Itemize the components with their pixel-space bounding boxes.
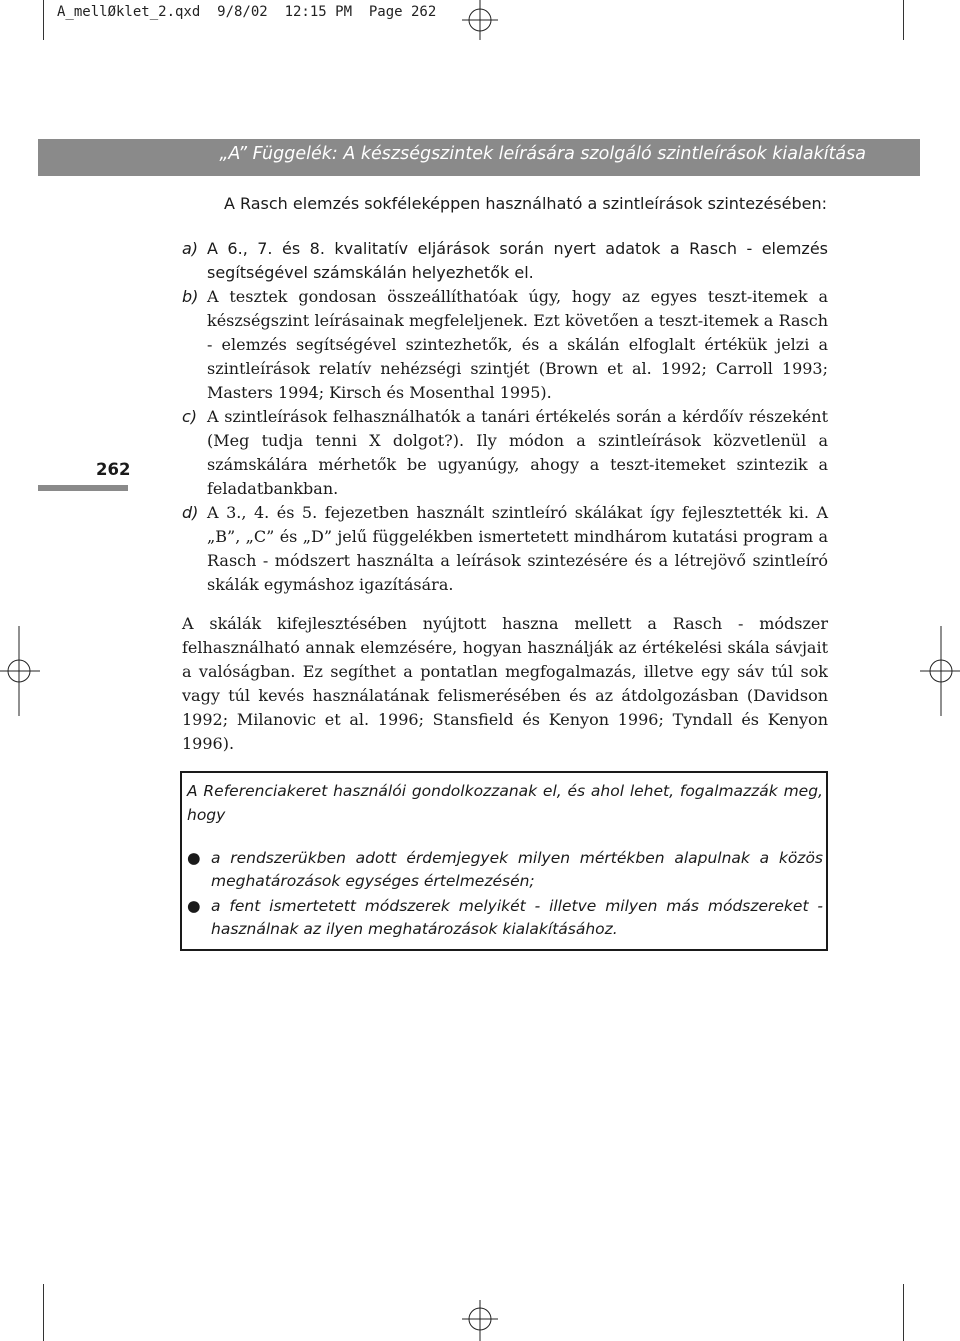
crop-mark-bottom-right: [903, 1284, 904, 1341]
registration-mark-top: [462, 0, 498, 40]
bullet-dot-icon: ●: [187, 849, 201, 867]
crop-mark-bottom-left: [43, 1284, 44, 1341]
list-item-text: A tesztek gondosan összeállíthatóak úgy, hogy az egyes teszt-itemek a készségszint leírásainak megfeleljenek. Ezt követően a teszt-itemek a Rasch - elemzés segítségével szintezhetők, és a skálán elfoglalt értékük jelzi a szintleírások relatív nehézségi szintjét (Brown et al. 1992; Carroll 1993; Masters 1994; Kirsch és Mosenthal 1995).: [207, 287, 828, 402]
list-marker: c): [182, 407, 198, 426]
bullet-text: a rendszerükben adott érdemjegyek milyen mértékben alapulnak a közös meghatározások egységes értelmezésén;: [211, 849, 823, 890]
printer-slug-line: A_mellØklet_2.qxd 9/8/02 12:15 PM Page 262: [57, 4, 437, 20]
reflection-bullet-list: [187, 847, 823, 943]
registration-mark-right: [920, 626, 960, 716]
list-marker: b): [182, 287, 199, 306]
bullet-item: [187, 895, 823, 941]
bullet-item: [187, 847, 823, 893]
body-paragraph: A skálák kifejlesztésében nyújtott haszna mellett a Rasch - módszer felhasználható annak elemzésére, hogyan használják az értékelési skála sávjait a valóságban. Ez segíthet a pontatlan megfogalmazás, illetve egy sáv túl sok vagy túl kevés használatának felismerésében és az átdolgozásban (Davidson 1992; Milanovic et al. 1996; Stansfield és Kenyon 1996; Tyndall és Kenyon 1996).: [182, 614, 828, 753]
crop-mark-top-left: [43, 0, 44, 40]
list-item-text: A szintleírások felhasználhatók a tanári értékelés során a kérdőív részeként (Meg tudja tenni X dolgot?). Ily módon a szintleírások közvetlenül a számskálára mérhetők be ugyanúgy, ahogy a teszt-itemeket szintezik a feladatbankban.: [207, 407, 828, 498]
list-marker: a): [182, 239, 199, 258]
list-item: [182, 285, 828, 405]
bullet-text: a fent ismertetett módszerek melyikét - illetve milyen más módszereket - használnak az ilyen meghatározások kialakításához.: [211, 897, 823, 938]
bullet-dot-icon: ●: [187, 897, 201, 915]
chapter-header-title: „A” Függelék: A készségszintek leírására szolgáló szintleírások kialakítása: [219, 144, 866, 164]
list-item: [182, 405, 828, 501]
crop-mark-top-right: [903, 0, 904, 40]
list-item: [182, 237, 828, 285]
method-list: [182, 237, 828, 597]
list-marker: d): [182, 503, 199, 522]
page-number: 262: [96, 460, 131, 479]
list-item: [182, 501, 828, 597]
reflection-box: [180, 771, 828, 951]
list-item-text: A 6., 7. és 8. kvalitatív eljárások során nyert adatok a Rasch - elemzés segítségével számskálán helyezhetők el.: [207, 239, 828, 282]
registration-mark-left: [0, 626, 40, 716]
page-number-rule: [38, 485, 128, 491]
list-item-text: A 3., 4. és 5. fejezetben használt szintleíró skálákat így fejlesztették ki. A „B”, „C” és „D” jelű függelékben ismertetett mindhárom kutatási program a Rasch - módszert használta a leírások szintezésére és a létrejövő szintleíró skálák egymáshoz igazítására.: [207, 503, 828, 594]
reflection-box-intro: A Referenciakeret használói gondolkozzanak el, és ahol lehet, fogalmazzák meg, hogy: [187, 782, 823, 824]
registration-mark-bottom: [462, 1300, 498, 1341]
intro-sentence: A Rasch elemzés sokféleképpen használható a szintleírások szintezésében:: [223, 194, 827, 213]
